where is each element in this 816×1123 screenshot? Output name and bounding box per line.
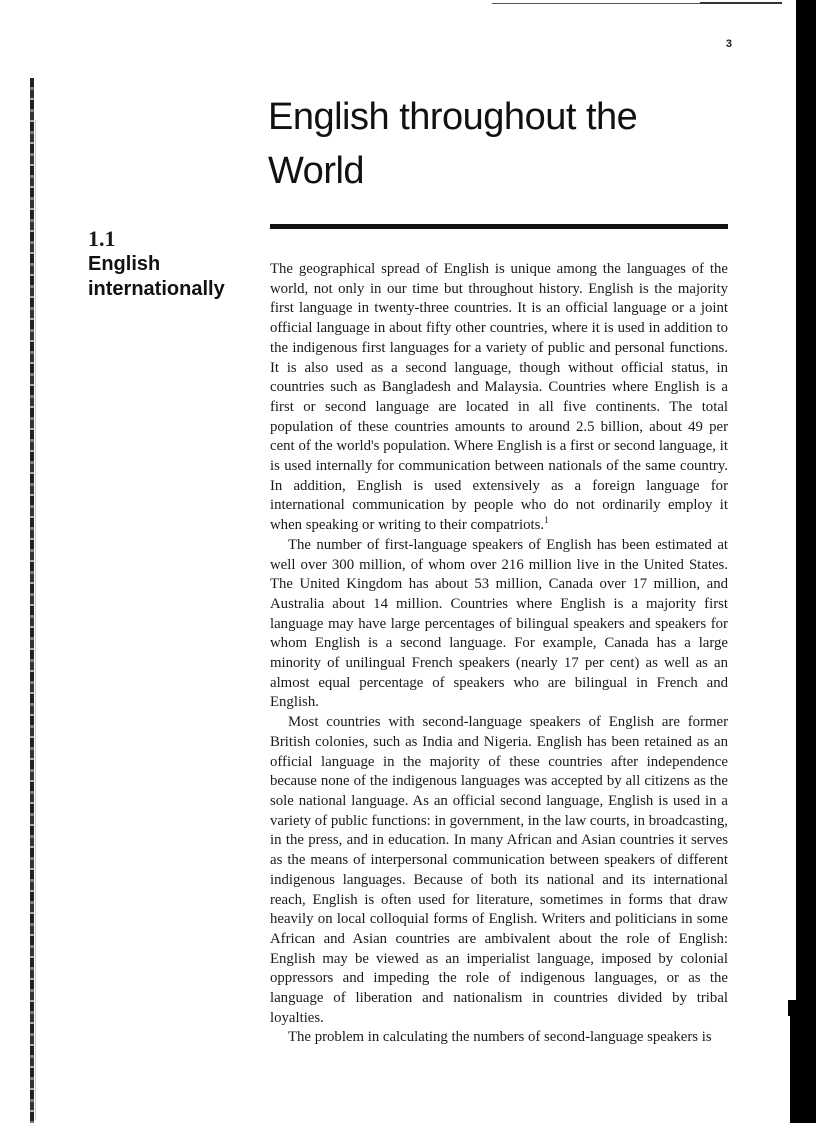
footnote-marker: 1 [544, 515, 549, 526]
top-edge-rule-thick [700, 2, 782, 4]
chapter-title-rule [270, 224, 728, 229]
paragraph-3: Most countries with second-language speakers of English are former British colonies, such as India and Nigeria. English has been retained as an official language in the majority of these countries after independence because none of the indigenous languages was accepted by all citizens as the sole national language. As an official second language, English is used in a variety of public functions: in government, in the law courts, in broadcasting, in the press, and in education. In many African and Asian countries it serves as the means of interpersonal communication between speakers of different indigenous languages. Because of both its national and its international reach, English is often used for literature, sometimes in forms that draw heavily on local colloquial forms of English. Writers and politicians in some African and Asian countries are ambivalent about the role of English: English may be viewed as an imperialist language, imposed by colonial oppressors and impeding the role of indigenous languages, or as the language of liberation and nationalism in countries divided by tribal loyalties. [270, 714, 728, 1026]
chapter-title: English throughout the World [268, 96, 638, 192]
body-text [270, 260, 728, 1048]
scan-binding-edge [30, 78, 34, 1123]
scan-right-margin [796, 0, 816, 1123]
section-heading: English internationally [88, 253, 225, 300]
paragraph-2: The number of first-language speakers of English has been estimated at well over 300 million, of whom over 216 million live in the United States. The United Kingdom has about 53 million, Canada over 17 million, and Australia about 14 million. Countries where English is a majority first language may have large percentages of bilingual speakers and speakers for whom English is a second language. For example, Canada has a large minority of unilingual French speakers (nearly 17 per cent) as well as an almost equal percentage of speakers who are bilingual in French and English. [270, 536, 728, 711]
paragraph-1 [270, 260, 728, 536]
paragraph-4: The problem in calculating the numbers of second-language speakers is [288, 1029, 712, 1046]
paragraph-1-text: The geographical spread of English is unique among the languages of the world, not only in our time but throughout history. English is the majority first language in twenty-three countries. It is an official language or a joint official language in about fifty other countries, where it is used in addition to the indigenous first languages for a variety of public and personal functions. It is also used as a second language, though without official status, in countries such as Bangladesh and Malaysia. Countries where English is a first or second language are located in all five continents. The total population of these countries amounts to around 2.5 billion, about 49 per cent of the world's population. Where English is a first or second language, it is used internally for communication between nationals of the same country. In addition, English is used extensively as a foreign language for international communication by people who do not ordinarily employ it when speaking or writing to their compatriots. [270, 261, 728, 534]
section-number: 1.1 [88, 226, 116, 251]
scan-right-block [790, 1010, 816, 1123]
scan-binding-shadow [35, 120, 36, 1120]
page-number: 3 [725, 38, 732, 50]
